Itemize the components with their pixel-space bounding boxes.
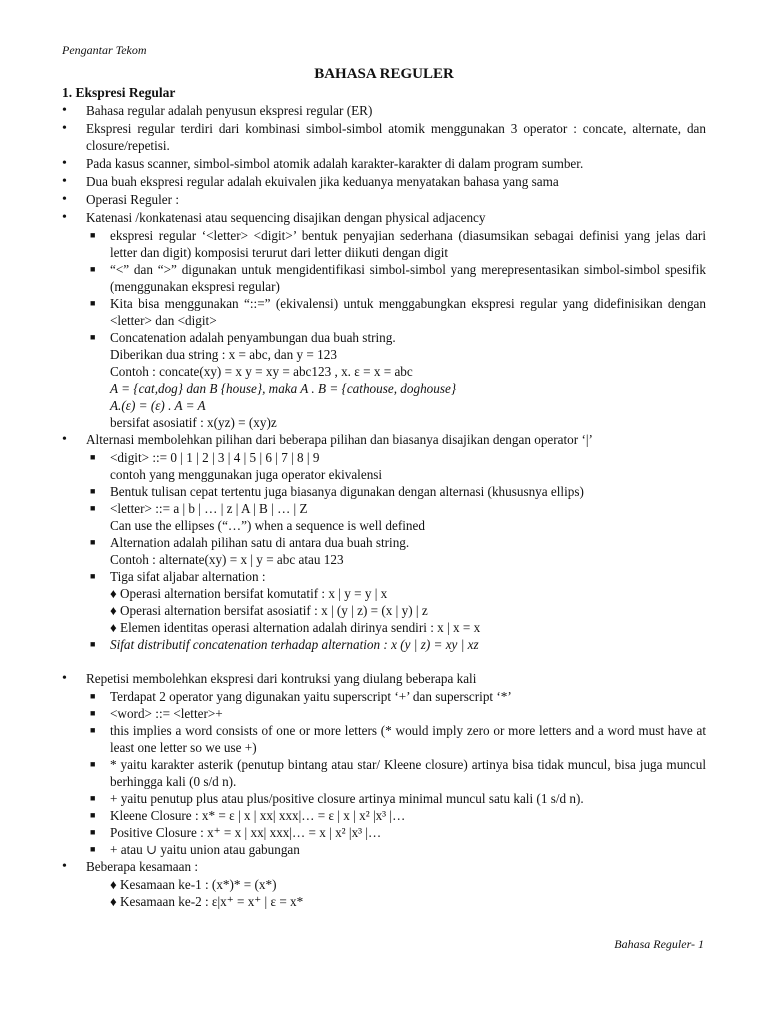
document-body xyxy=(62,102,706,910)
bullet: • Repetisi membolehkan ekspresi dari kontruksi yang diulang beberapa kali xyxy=(62,670,706,687)
running-header: Pengantar Tekom xyxy=(62,43,147,57)
sub-bullet: ■ Positive Closure : x⁺ = x | xx| xxx|… = x | x² |x³ |… xyxy=(90,825,382,840)
text-line: A.(ε) = (ε) . A = A xyxy=(110,398,206,413)
bullet: • Operasi Reguler : xyxy=(62,191,706,208)
text-line: A = {cat,dog} dan B {house}, maka A . B = {cathouse, doghouse} xyxy=(110,381,457,396)
text-line: bersifat asosiatif : x(yz) = (xy)z xyxy=(110,415,277,430)
sub-bullet: ■ Sifat distributif concatenation terhadap alternation : x (y | z) = xy | xz xyxy=(90,637,479,652)
text-line: Contoh : concate(xy) = x y = xy = abc123 , x. ε = x = abc xyxy=(110,364,413,379)
sub-bullet: ■ Kita bisa menggunakan “::=” (ekivalensi) untuk menggabungkan ekspresi regular yang didefinisikan dengan <letter> dan <digit> xyxy=(90,296,706,328)
sub-bullet: ■ + yaitu penutup plus atau plus/positive closure artinya minimal muncul satu kali (1 s/d n). xyxy=(90,791,584,806)
sub-bullet: ■ this implies a word consists of one or more letters (* would imply zero or more letters and a word must have at least one letter so we use +) xyxy=(90,723,706,755)
sub-bullet: ■ Bentuk tulisan cepat tertentu juga biasanya digunakan dengan alternasi (khususnya ellips) xyxy=(90,484,584,499)
text-line: contoh yang menggunakan juga operator ekivalensi xyxy=(110,467,383,482)
sub-bullet: ■ Kleene Closure : x* = ε | x | xx| xxx|… = ε | x | x² |x³ |… xyxy=(90,808,406,823)
text-line: Can use the ellipses (“…”) when a sequence is well defined xyxy=(110,518,425,533)
bullet: • Alternasi membolehkan pilihan dari beberapa pilihan dan biasanya disajikan dengan operator ‘|’ xyxy=(62,431,706,448)
sub-bullet: ■ * yaitu karakter asterik (penutup bintang atau star/ Kleene closure) artinya bisa tidak muncul, bisa juga muncul berhingga kali (0 s/d n). xyxy=(90,757,706,789)
bullet: • Ekspresi regular terdiri dari kombinasi simbol-simbol atomik menggunakan 3 operator : concate, alternate, dan closure/repetisi. xyxy=(62,120,706,154)
section-heading: 1. Ekspresi Regular xyxy=(62,85,176,100)
sub-bullet: ■ <word> ::= <letter>+ xyxy=(90,706,223,721)
sub-bullet: ■ “<” dan “>” digunakan untuk mengidentifikasi simbol-simbol yang merepresentasikan simbol-simbol spesifik (menggunakan ekspresi regular) xyxy=(90,262,706,294)
sub-bullet: ■ Tiga sifat aljabar alternation : xyxy=(90,569,266,584)
text-line: Contoh : alternate(xy) = x | y = abc atau 123 xyxy=(110,552,344,567)
sub-bullet: ■ Concatenation adalah penyambungan dua buah string. xyxy=(90,330,396,345)
text-line: ♦ Operasi alternation bersifat komutatif : x | y = y | x xyxy=(110,586,388,601)
sub-bullet: ■ + atau ∪ yaitu union atau gabungan xyxy=(90,842,300,857)
text-line: ♦ Kesamaan ke-2 : ε|x⁺ = x⁺ | ε = x* xyxy=(110,894,304,909)
sub-bullet: ■ <letter> ::= a | b | … | z | A | B | … | Z xyxy=(90,501,308,516)
sub-bullet: ■ ekspresi regular ‘<letter> <digit>’ bentuk penyajian sederhana (diasumsikan sebagai definisi yang jelas dari letter dan digit) komposisi terurut dari letter diikuti dengan digit xyxy=(90,228,706,260)
bullet: • Bahasa regular adalah penyusun ekspresi regular (ER) xyxy=(62,102,706,119)
sub-bullet: ■ <digit> ::= 0 | 1 | 2 | 3 | 4 | 5 | 6 | 7 | 8 | 9 xyxy=(90,450,320,465)
bullet: • Dua buah ekspresi regular adalah ekuivalen jika keduanya menyatakan bahasa yang sama xyxy=(62,173,706,190)
bullet: • Pada kasus scanner, simbol-simbol atomik adalah karakter-karakter di dalam program sumber. xyxy=(62,155,706,172)
text-line: ♦ Operasi alternation bersifat asosiatif : x | (y | z) = (x | y) | z xyxy=(110,603,428,618)
page-title: BAHASA REGULER xyxy=(314,66,454,82)
sub-bullet: ■ Terdapat 2 operator yang digunakan yaitu superscript ‘+’ dan superscript ‘*’ xyxy=(90,689,512,704)
bullet: • Beberapa kesamaan : xyxy=(62,858,706,875)
running-footer: Bahasa Reguler- 1 xyxy=(614,937,704,951)
text-line: ♦ Kesamaan ke-1 : (x*)* = (x*) xyxy=(110,877,277,892)
text-line: ♦ Elemen identitas operasi alternation adalah dirinya sendiri : x | x = x xyxy=(110,620,481,635)
sub-bullet: ■ Alternation adalah pilihan satu di antara dua buah string. xyxy=(90,535,410,550)
bullet: • Katenasi /konkatenasi atau sequencing disajikan dengan physical adjacency xyxy=(62,209,706,226)
text-line: Diberikan dua string : x = abc, dan y = 123 xyxy=(110,347,337,362)
